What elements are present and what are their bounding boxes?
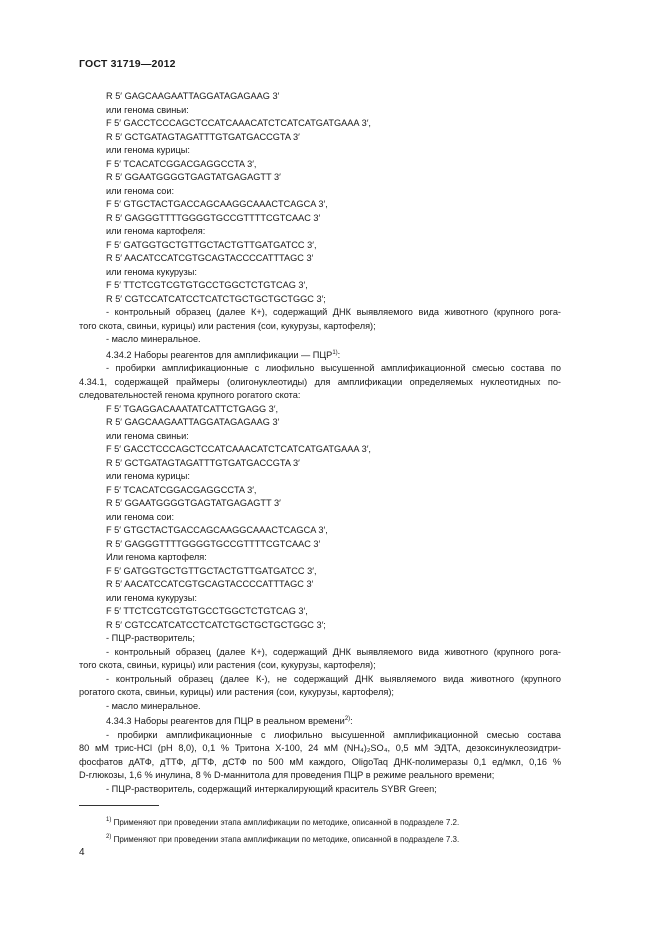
text-line: F 5′ GATGGTGCTGTTGCTACTGTTGATGATCC 3′, xyxy=(106,239,317,250)
text-line: 4.34.3 Наборы реагентов для ПЦР в реальном времени$^{2)}$: xyxy=(106,716,353,726)
text-line: или генома свиньи: xyxy=(106,430,189,441)
text-line: - масло минеральное. xyxy=(106,700,201,711)
text-line: 4.34.2 Наборы реагентов для амплификации — ПЦР$^{1)}$: xyxy=(106,349,341,360)
text-line: того скота, свиньи, курицы) или растения (сои, кукурузы, картофеля); xyxy=(79,660,376,670)
text-line: R 5′ GAGCAAGAATTAGGATAGAGAAG 3′ xyxy=(106,417,280,427)
text-line: фосфатов дАТФ, дТТФ, дГТФ, дСТФ по 500 мМ каждого, OligoTaq ДНК-полимеразы 0,1 ед/мкл, 0,16 % xyxy=(79,756,561,767)
text-line: или генома кукурузы: xyxy=(106,266,197,277)
text-line: R 5′ GCTGATAGTAGATTTGTGATGACCGTA 3′ xyxy=(106,457,300,468)
page-header-standard-title: ГОСТ 31719—2012 xyxy=(79,58,176,70)
text-line: - пробирки амплификационные с лиофильно высушенной амплификационной смесью состава по xyxy=(106,363,561,373)
text-line: R 5′ GAGGGTTTTGGGGTGCCGTTTTCGTCAAC 3′ xyxy=(106,538,321,549)
text-line: R 5′ CGTCCATCATCCTCATCTGCTGCTGCTGGC 3′; xyxy=(106,619,326,630)
text-line: F 5′ GTGCTACTGACCAGCAAGGCAAACTCAGCA 3′, xyxy=(106,525,328,535)
text-line: Или генома картофеля: xyxy=(106,552,207,562)
text-line: R 5′ AACATCCATCGTGCAGTACCCCATTTAGC 3′ xyxy=(106,579,314,589)
footnotes xyxy=(79,813,561,847)
footnote-reference: 1) xyxy=(332,349,338,356)
text-line: R 5′ AACATCCATCGTGCAGTACCCCATTTAGC 3′ xyxy=(106,253,314,263)
text-line: следовательностей генома крупного рогатого скота: xyxy=(79,390,301,400)
text-line: R 5′ GGAATGGGGTGAGTATGAGAGTT 3′ xyxy=(106,172,281,182)
text-line: или генома картофеля: xyxy=(106,226,206,236)
text-line: F 5′ TCACATCGGACGAGGCCTA 3′, xyxy=(106,158,257,169)
text-line: F 5′ TGAGGACAAATATCATTCTGAGG 3′, xyxy=(106,403,279,414)
footnote-separator xyxy=(79,805,159,806)
text-line: R 5′ GAGGGTTTTGGGGTGCCGTTTTCGTCAAC 3′ xyxy=(106,212,321,223)
text-line: F 5′ TCACATCGGACGAGGCCTA 3′, xyxy=(106,484,257,495)
text-line: или генома курицы: xyxy=(106,471,190,481)
document-body xyxy=(79,90,561,796)
text-line: рогатого скота, свиньи, курицы) или растения (сои, кукурузы, картофеля); xyxy=(79,687,394,697)
text-line: - масло минеральное. xyxy=(106,334,201,344)
text-line: - пробирки амплификационные с лиофильно высушенной амплификационной смесью состава xyxy=(106,729,561,740)
page-number: 4 xyxy=(79,847,85,858)
footnote-reference: 2) xyxy=(344,716,351,722)
footnote: $^{1)}$ Применяют при проведении этапа амплификации по методике, описанной в подразделе 7.2. xyxy=(106,817,460,827)
text-line: или генома сои: xyxy=(106,185,175,196)
text-line: D-глюкозы, 1,6 % инулина, 8 % D-маннитола для проведения ПЦР в режиме реального времени; xyxy=(79,770,495,780)
text-line: F 5′ GATGGTGCTGTTGCTACTGTTGATGATCC 3′, xyxy=(106,565,317,576)
text-line: - ПЦР-растворитель; xyxy=(106,633,195,643)
text-line: или генома кукурузы: xyxy=(106,592,197,603)
text-line: F 5′ GACCTCCCAGCTCCATCAAACATCTCATCATGATGAAA 3′, xyxy=(106,118,371,128)
text-line: F 5′ TTCTCGTCGTGTGCCTGGCTCTGTCAG 3′, xyxy=(106,280,308,290)
footnote-mark: 1) xyxy=(106,817,112,823)
text-line: или генома курицы: xyxy=(106,145,190,155)
text-line: R 5′ GCTGATAGTAGATTTGTGATGACCGTA 3′ xyxy=(106,131,300,142)
text-line: - ПЦР-растворитель, содержащий интеркалирующий краситель SYBR Green; xyxy=(106,783,437,794)
text-line: - контрольный образец (далее К-), не содержащий ДНК выявляемого вида животного (крупного xyxy=(106,673,561,684)
footnote: $^{2)}$ Применяют при проведении этапа амплификации по методике, описанной в подразделе 7.3. xyxy=(106,834,460,844)
footnote-mark: 2) xyxy=(106,834,112,840)
text-line: или генома свиньи: xyxy=(106,104,189,115)
text-line: - контрольный образец (далее К+), содержащий ДНК выявляемого вида животного (крупного рога- xyxy=(106,646,561,657)
text-line: того скота, свиньи, курицы) или растения (сои, кукурузы, картофеля); xyxy=(79,320,376,331)
text-line: R 5′ GGAATGGGGTGAGTATGAGAGTT 3′ xyxy=(106,498,281,508)
text-line: - контрольный образец (далее К+), содержащий ДНК выявляемого вида животного (крупного рога- xyxy=(106,307,561,317)
text-line: или генома сои: xyxy=(106,511,175,522)
text-line: 80 мМ трис-HCl (pH 8,0), 0,1 % Тритона Х-100, 24 мМ (NH₄)₂SO₄, 0,5 мМ ЭДТА, дезоксинуклеозидтри- xyxy=(79,743,561,753)
text-line: F 5′ TTCTCGTCGTGTGCCTGGCTCTGTCAG 3′, xyxy=(106,606,308,616)
text-line: R 5′ CGTCCATCATCCTCATCTGCTGCTGCTGGC 3′; xyxy=(106,293,326,304)
text-line: F 5′ GTGCTACTGACCAGCAAGGCAAACTCAGCA 3′, xyxy=(106,199,328,209)
text-line: F 5′ GACCTCCCAGCTCCATCAAACATCTCATCATGATGAAA 3′, xyxy=(106,444,371,454)
text-line: 4.34.1, содержащей праймеры (олигонуклеотиды) для амплификации определяемых нуклеотидных по- xyxy=(79,376,561,387)
text-line: R 5′ GAGCAAGAATTAGGATAGAGAAG 3′ xyxy=(106,91,280,101)
